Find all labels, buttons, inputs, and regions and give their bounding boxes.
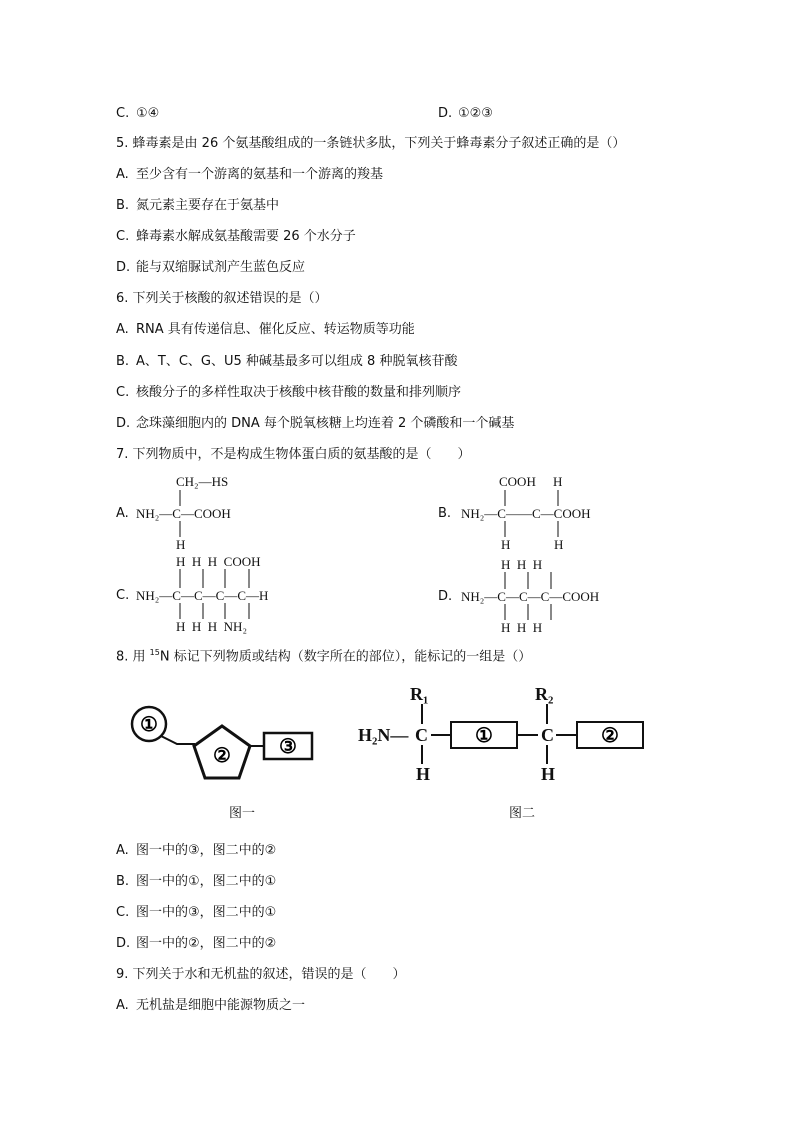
formula-b-bottom2: H bbox=[554, 537, 564, 552]
option-label: A. bbox=[116, 843, 129, 858]
q8-stem-post: N 标记下列物质或结构（数字所在的部位），能标记的一组是（） bbox=[159, 649, 532, 665]
option-label: A. bbox=[116, 322, 129, 337]
option-text: 图一中的②，图二中的② bbox=[136, 936, 277, 951]
q5-stem: 5. 蜂毒素是由 26 个氨基酸组成的一条链状多肽，下列关于蜂毒素分子叙述正确的是（） bbox=[116, 136, 626, 151]
option-text: 图一中的③，图二中的① bbox=[136, 905, 277, 920]
option-label: C. bbox=[116, 229, 130, 244]
formula-c-main: NH₂—C—C—C—C—H bbox=[136, 588, 269, 603]
figure-one-caption: 图一 bbox=[229, 806, 256, 821]
option-label: C. bbox=[116, 385, 130, 400]
isotope-mass-number: 15 bbox=[149, 648, 160, 657]
option-label: D. bbox=[116, 416, 131, 431]
q8-option-b bbox=[116, 874, 276, 890]
q7-option-a-label: A. bbox=[116, 506, 129, 521]
formula-a-bottom: H bbox=[176, 537, 186, 552]
fig2-h2n: H₂N— bbox=[358, 725, 409, 745]
q7-option-b-label: B. bbox=[438, 506, 452, 521]
q9-option-a bbox=[116, 998, 305, 1014]
formula-c-top: H H H COOH bbox=[176, 554, 261, 569]
formula-d-main: NH₂—C—C—C—COOH bbox=[461, 589, 600, 604]
q7-option-c-label: C. bbox=[116, 588, 130, 603]
option-text: RNA 具有传递信息、催化反应、转运物质等功能 bbox=[136, 322, 415, 337]
option-text: 念珠藻细胞内的 DNA 每个脱氧核糖上均连着 2 个磷酸和一个碱基 bbox=[136, 416, 515, 431]
fig2-carbon-1: C bbox=[415, 725, 428, 745]
q8-option-d bbox=[116, 936, 276, 952]
option-text: 氮元素主要存在于氨基中 bbox=[136, 198, 280, 213]
formula-b-top1: COOH bbox=[499, 474, 536, 489]
option-text: 能与双缩脲试剂产生蓝色反应 bbox=[136, 260, 306, 275]
option-text: 至少含有一个游离的氨基和一个游离的羧基 bbox=[136, 167, 384, 182]
option-text: ①②③ bbox=[458, 106, 493, 121]
fig2-h-2: H bbox=[541, 764, 556, 784]
figure-one-nucleotide bbox=[125, 700, 325, 810]
option-text: 蜂毒素水解成氨基酸需要 26 个水分子 bbox=[136, 229, 356, 244]
formula-d-bottom: H H H bbox=[501, 620, 543, 635]
q8-stem bbox=[116, 645, 531, 665]
fig1-label-3: ③ bbox=[279, 736, 297, 758]
fig1-label-2: ② bbox=[213, 745, 231, 767]
option-label: D. bbox=[116, 260, 131, 275]
fig2-r1: R₁ bbox=[410, 684, 429, 704]
q8-option-a bbox=[116, 843, 276, 859]
fig2-h-1: H bbox=[416, 764, 431, 784]
option-label: C. bbox=[116, 106, 130, 121]
option-label: B. bbox=[116, 198, 130, 213]
figure-two-peptide bbox=[355, 680, 655, 790]
option-text: ①④ bbox=[136, 106, 160, 121]
fig2-box-1-label: ① bbox=[475, 725, 493, 747]
formula-a-top: CH₂—HS bbox=[176, 474, 229, 489]
fig1-label-1: ① bbox=[140, 714, 158, 736]
option-label: B. bbox=[116, 874, 130, 889]
formula-b-main: NH₂—C——C—COOH bbox=[461, 506, 591, 521]
q9-stem: 9. 下列关于水和无机盐的叙述，错误的是（ ） bbox=[116, 967, 406, 982]
formula-b-top2: H bbox=[553, 474, 563, 489]
option-label: B. bbox=[116, 354, 130, 369]
q7-stem: 7. 下列物质中，不是构成生物体蛋白质的氨基酸的是（ ） bbox=[116, 447, 471, 462]
option-text: 无机盐是细胞中能源物质之一 bbox=[136, 998, 306, 1013]
formula-d-top: H H H bbox=[501, 557, 543, 572]
option-label: D. bbox=[116, 936, 131, 951]
formula-c-bottom: H H H NH₂ bbox=[176, 619, 247, 634]
fig2-carbon-2: C bbox=[541, 725, 554, 745]
option-label: A. bbox=[116, 167, 129, 182]
q8-option-c bbox=[116, 905, 276, 921]
option-text: 图一中的③，图二中的② bbox=[136, 843, 277, 858]
option-label: D. bbox=[438, 106, 453, 121]
q8-stem-pre: 8. 用 bbox=[116, 649, 150, 665]
formula-b-bottom1: H bbox=[501, 537, 511, 552]
option-label: A. bbox=[116, 998, 129, 1013]
option-text: 核酸分子的多样性取决于核酸中核苷酸的数量和排列顺序 bbox=[136, 385, 462, 400]
formula-a-main: NH₂—C—COOH bbox=[136, 506, 231, 521]
option-text: 图一中的①，图二中的① bbox=[136, 874, 277, 889]
q6-stem: 6. 下列关于核酸的叙述错误的是（） bbox=[116, 291, 328, 306]
figure-two-caption: 图二 bbox=[509, 806, 536, 821]
option-label: C. bbox=[116, 905, 130, 920]
fig2-r2: R₂ bbox=[535, 684, 554, 704]
q7-option-d-label: D. bbox=[438, 589, 453, 604]
fig2-box-2-label: ② bbox=[601, 725, 619, 747]
option-text: A、T、C、G、U5 种碱基最多可以组成 8 种脱氧核苷酸 bbox=[136, 354, 458, 369]
